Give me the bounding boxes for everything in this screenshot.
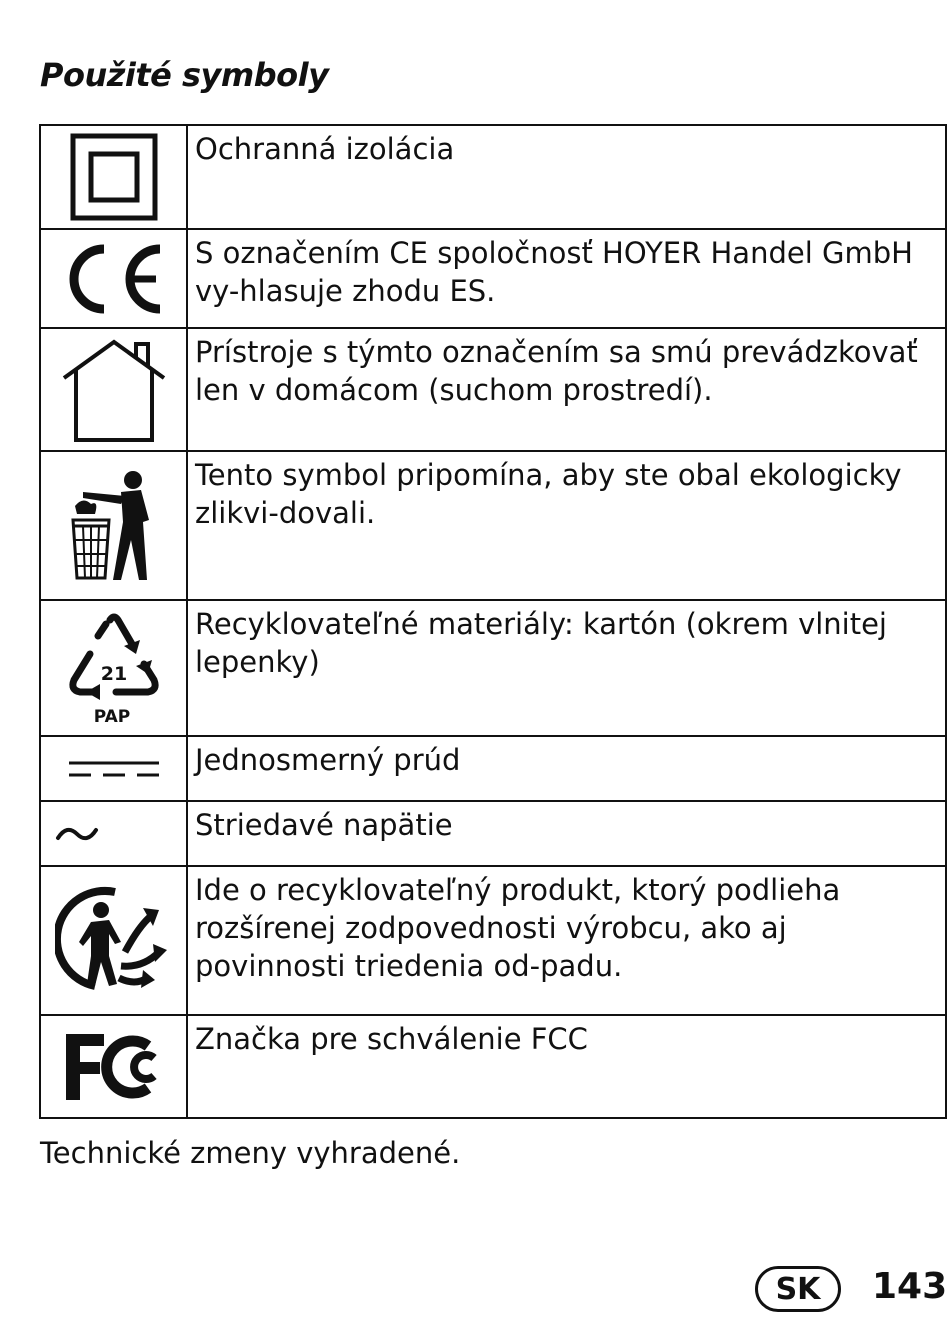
table-row — [40, 736, 946, 801]
symbol-description: Tento symbol pripomína, aby ste obal ekologicky zlikvi-dovali. — [187, 451, 946, 600]
fcc-mark-icon — [64, 1032, 164, 1102]
table-row — [40, 328, 946, 451]
table-row — [40, 125, 946, 229]
language-badge: SK — [755, 1266, 841, 1312]
recycling-code-label: 21 — [100, 663, 127, 685]
table-row — [40, 866, 946, 1015]
page-number: 143 — [872, 1266, 948, 1307]
direct-current-icon — [67, 757, 161, 781]
symbol-description: Značka pre schválenie FCC — [187, 1015, 946, 1118]
tidyman-disposal-icon — [69, 470, 159, 582]
symbol-description: Prístroje s týmto označením sa smú prevádzkovať len v domácom (suchom prostredí). — [187, 328, 946, 451]
table-row — [40, 801, 946, 866]
alternating-current-icon — [55, 822, 99, 846]
symbol-description: Recyklovateľné materiály: kartón (okrem vlnitej lepenky) — [187, 600, 946, 736]
table-row — [40, 229, 946, 328]
table-row — [40, 600, 946, 736]
symbol-description: Ochranná izolácia — [187, 125, 946, 229]
symbol-description: Striedavé napätie — [187, 801, 946, 866]
recycling-pap-21-icon — [62, 610, 166, 726]
symbols-table — [39, 124, 947, 1119]
table-row — [40, 451, 946, 600]
footer-note: Technické zmeny vyhradené. — [40, 1136, 461, 1170]
recycling-material-label: PAP — [93, 707, 130, 726]
page-title: Použité symboly — [40, 56, 329, 94]
double-insulation-icon — [69, 132, 159, 222]
table-row — [40, 1015, 946, 1118]
indoor-use-house-icon — [62, 338, 166, 442]
triman-icon — [55, 882, 173, 1000]
symbol-description: Jednosmerný prúd — [187, 736, 946, 801]
ce-mark-icon — [62, 241, 166, 317]
symbol-description: S označením CE spoločnosť HOYER Handel GmbH vy-hlasuje zhodu ES. — [187, 229, 946, 328]
symbol-description: Ide o recyklovateľný produkt, ktorý podlieha rozšírenej zodpovednosti výrobcu, ako aj povinnosti triedenia od-padu. — [187, 866, 946, 1015]
